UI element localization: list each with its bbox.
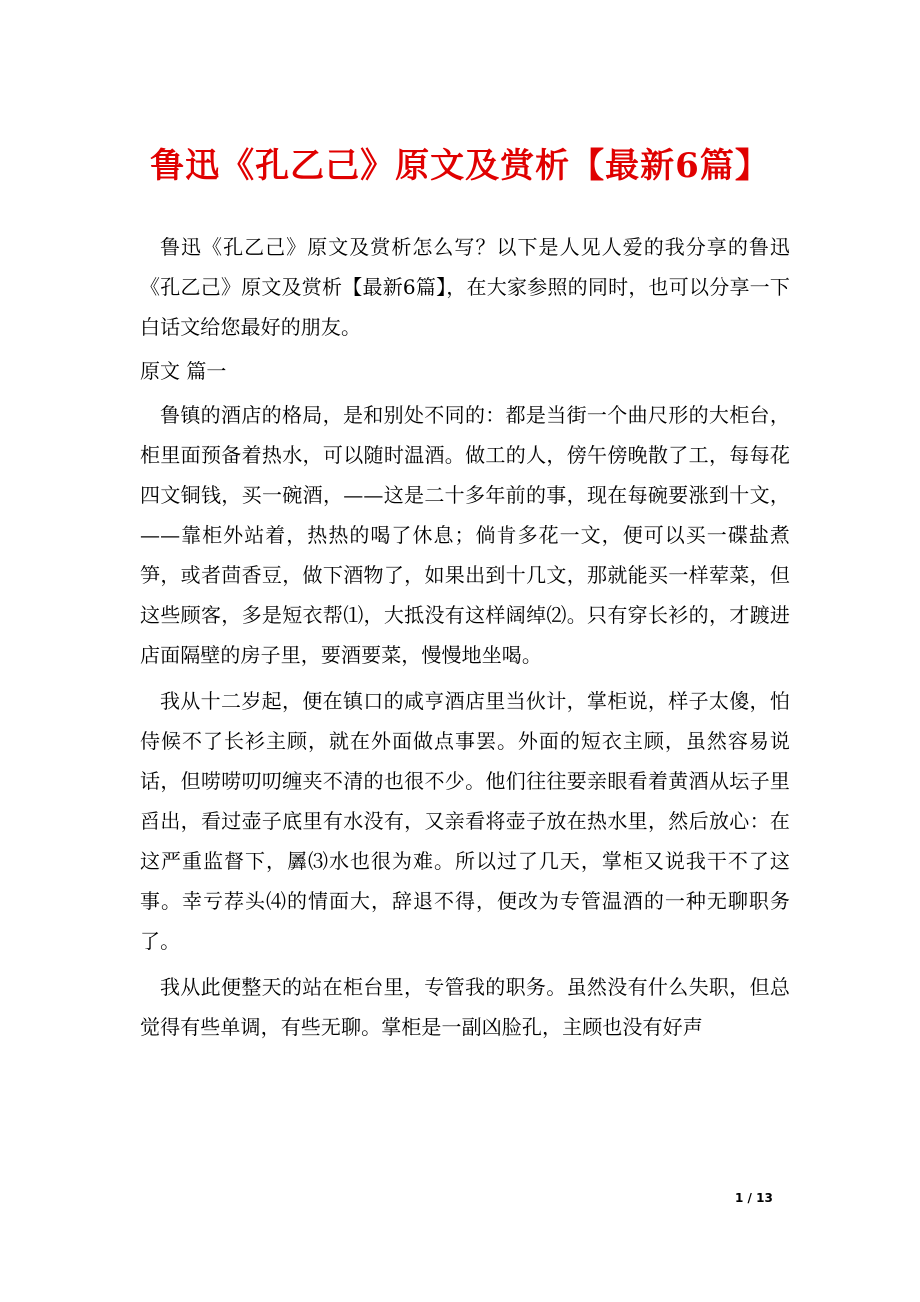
body-paragraph-2: 我从十二岁起，便在镇口的咸亨酒店里当伙计，掌柜说，样子太傻，怕侍候不了长衫主顾，就在外面做点事罢。外面的短衣主顾，虽然容易说话，但唠唠叨叨缠夹不清的也很不少。他们往往要亲眼看着黄酒从坛子里舀出，看过壶子底里有水没有，又亲看将壶子放在热水里，然后放心：在这严重监督下，羼⑶水也很为难。所以过了几天，掌柜又说我干不了这事。幸亏荐头⑷的情面大，辞退不得，便改为专管温酒的一种无聊职务了。 xyxy=(140,689,790,953)
document-body xyxy=(140,227,790,1047)
body-paragraph-3: 我从此便整天的站在柜台里，专管我的职务。虽然没有什么失职，但总觉得有些单调，有些无聊。掌柜是一副凶脸孔，主顾也没有好声 xyxy=(140,975,790,1039)
page-number: 1 / 13 xyxy=(735,1191,773,1205)
body-paragraph-1: 鲁镇的酒店的格局，是和别处不同的：都是当街一个曲尺形的大柜台，柜里面预备着热水，可以随时温酒。做工的人，傍午傍晚散了工，每每花四文铜钱，买一碗酒，——这是二十多年前的事，现在每碗要涨到十文，——靠柜外站着，热热的喝了休息；倘肯多花一文，便可以买一碟盐煮笋，或者茴香豆，做下酒物了，如果出到十几文，那就能买一样荤菜，但这些顾客，多是短衣帮⑴，大抵没有这样阔绰⑵。只有穿长衫的，才踱进店面隔壁的房子里，要酒要菜，慢慢地坐喝。 xyxy=(140,403,790,667)
intro-paragraph: 鲁迅《孔乙己》原文及赏析怎么写？以下是人见人爱的我分享的鲁迅《孔乙己》原文及赏析【最新6篇】，在大家参照的同时，也可以分享一下白话文给您最好的朋友。 xyxy=(140,235,790,339)
document-title: 鲁迅《孔乙己》原文及赏析【最新6篇】 xyxy=(150,146,770,186)
section-heading: 原文 篇一 xyxy=(140,359,227,383)
